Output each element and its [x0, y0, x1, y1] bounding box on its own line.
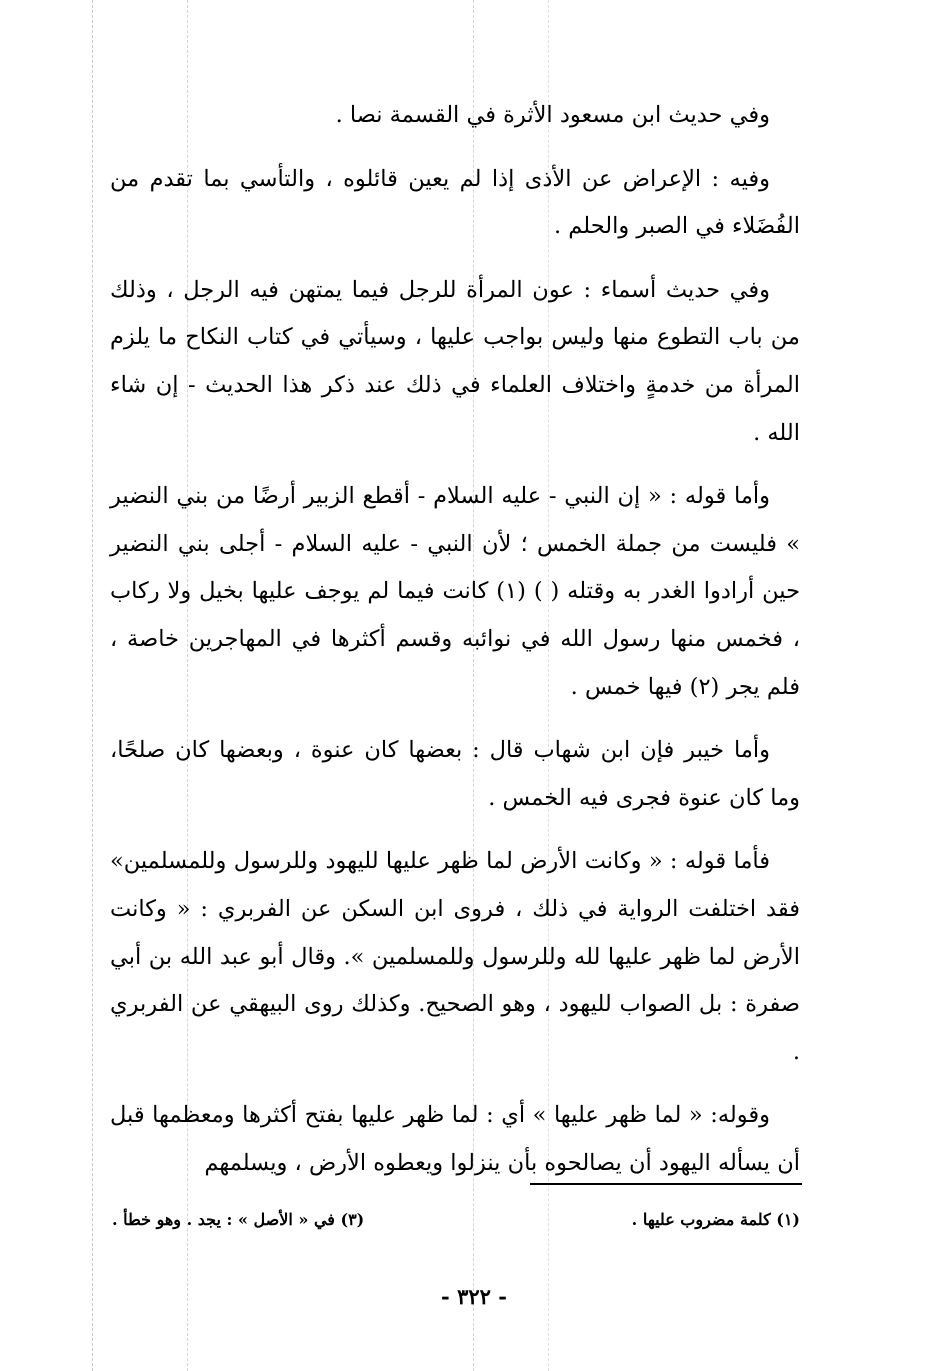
paragraph-ibn-masud: وفي حديث ابن مسعود الأثرة في القسمة نصا .: [335, 102, 770, 128]
footnote-1: (١) كلمة مضروب عليها .: [631, 1210, 800, 1229]
paragraph-asma-hadith: وفي حديث أسماء : عون المرأة للرجل فيما يمتهن فيه الرجل ، وذلك من باب التطوع منها وليس بواجب عليها ، وسيأتي في كتاب النكاح ما يلزم المرأة من خدمةٍ واختلاف العلماء في ذلك عند ذكر هذا الحديث - إن شاء الله .: [110, 276, 800, 446]
footnotes: [112, 1200, 800, 1240]
page-number: - ٣٢٢ -: [441, 1284, 507, 1309]
paragraph-banu-nadir: وأما قوله : « إن النبي - عليه السلام - أقطع الزبير أرضًا من بني النضير » فليست من جملة الخمس ؛ لأن النبي - عليه السلام - أجلى بني النضير حين أرادوا الغدر به وقتله ( ) (١) كانت فيما لم يوجف عليها بخيل ولا ركاب ، فخمس منها رسول الله في نوائبه وقسم أكثرها في المهاجرين خاصة ، فلم يجر (٢) فيها خمس .: [110, 483, 800, 700]
paragraph-land-narration: فأما قوله : « وكانت الأرض لما ظهر عليها لليهود وللرسول وللمسلمين» فقد اختلفت الرواية في ذلك ، فروى ابن السكن عن الفربري : « وكانت الأرض لما ظهر عليها لله وللرسول وللمسلمين ». وقال أبو عبد الله بن أبي صفرة : بل الصواب لليهود ، وهو الصحيح. وكذلك روى البيهقي عن الفربري .: [110, 848, 800, 1065]
paragraph-khaybar: وأما خيبر فإن ابن شهاب قال : بعضها كان عنوة ، وبعضها كان صلحًا، وما كان عنوة فجرى فيه الخمس .: [110, 737, 800, 811]
paragraph-when-conquered: وقوله: « لما ظهر عليها » أي : لما ظهر عليها بفتح أكثرها ومعظمها قبل أن يسأله اليهود أن يصالحوه بأن ينزلوا ويعطوه الأرض ، ويسلمهم: [110, 1102, 800, 1176]
main-text: [110, 92, 800, 1203]
footnote-divider: [530, 1183, 802, 1185]
scan-crease-line: [92, 0, 93, 1371]
footnote-3: (٣) في « الأصل » : يجد . وهو خطأ .: [112, 1210, 365, 1229]
paragraph-ignoring-harm: وفيه : الإعراض عن الأذى إذا لم يعين قائلوه ، والتأسي بما تقدم من الفُضَلاء في الصبر والحلم .: [110, 165, 800, 240]
